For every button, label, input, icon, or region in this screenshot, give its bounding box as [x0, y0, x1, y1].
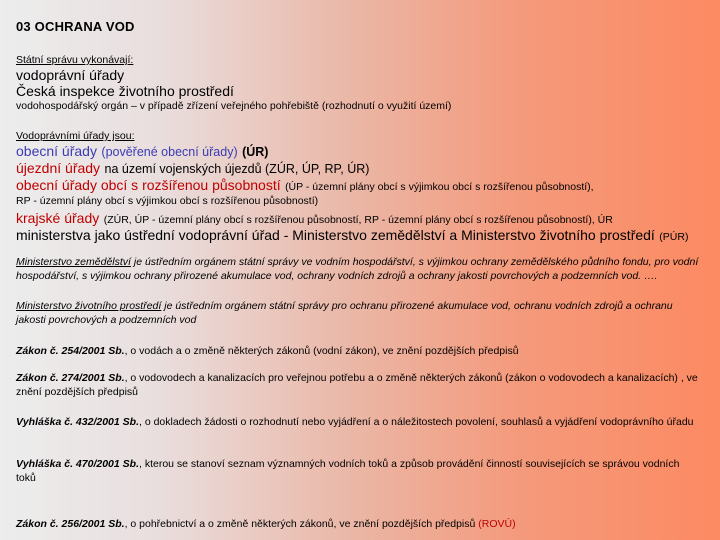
- law-item-5: [16, 517, 701, 531]
- page-title: 03 OCHRANA VOD: [16, 19, 135, 34]
- authority-name: krajské úřady: [16, 210, 100, 226]
- law-reference: Vyhláška č. 470/2001 Sb.: [16, 458, 139, 470]
- law-description: , o vodách a o změně některých zákonů (vodní zákon), ve znění pozdějších předpisů: [124, 345, 519, 357]
- law-reference: Zákon č. 254/2001 Sb.: [16, 345, 125, 357]
- ministry-text: je ústředním orgánem státní správy ve vodním hospodářství, s výjimkou ochrany zemědělského půdního fondu, pro vodní hospodářství, s výjimkou ochrany přirozené akumulace vod, ochrany vodních zdrojů a ochrany jakosti povrchových a podzemních vod. ….: [16, 256, 699, 282]
- law-item-2: [16, 371, 701, 399]
- law-reference: Vyhláška č. 432/2001 Sb.: [16, 416, 139, 428]
- law-reference: Zákon č. 256/2001 Sb.: [16, 518, 125, 530]
- authority-row-2: [16, 160, 369, 178]
- authority-scope: (ZÚR, ÚP - územní plány obcí s rozšířenou působností, RP - územní plány obcí s rozšířenou působností), ÚR: [103, 214, 613, 226]
- law-reference: Zákon č. 274/2001 Sb.: [16, 372, 125, 384]
- authority-name: obecní úřady: [16, 143, 97, 159]
- authority-row-3: [16, 177, 594, 195]
- authority-scope: na území vojenských újezdů (ZÚR, ÚP, RP, ÚR): [104, 162, 370, 176]
- law-description: , kterou se stanoví seznam významných vodních toků a způsob provádění činností souvisejících se správou vodních toků: [16, 458, 680, 484]
- law-item-3: [16, 415, 701, 429]
- ministry-paragraph-1: [16, 255, 701, 283]
- law-description: , o pohřebnictví a o změně některých zákonů, ve znění pozdějších předpisů: [124, 518, 476, 530]
- ministry-text: je ústředním orgánem státní správy pro ochranu přirozené akumulace vod, ochranu vodních zdrojů a ochranu jakosti povrchových a podzemních vod: [16, 300, 673, 326]
- authority-note: (pověřené obecní úřady): [101, 145, 238, 159]
- authority-row-1: [16, 143, 268, 161]
- law-description: , o dokladech žádosti o rozhodnutí nebo vyjádření a o náležitostech povolení, souhlasů a vyjádření vodoprávního úřadu: [138, 416, 694, 428]
- authority-scope: (ÚR): [242, 145, 269, 159]
- authorities-heading: Vodoprávními úřady jsou:: [16, 130, 135, 142]
- ministry-name: Ministerstvo životního prostředí: [16, 300, 162, 312]
- state-admin-heading: Státní správu vykonávají:: [16, 54, 134, 66]
- authority-name: obecní úřady obcí s rozšířenou působností: [16, 177, 281, 193]
- authority-name: újezdní úřady: [16, 160, 101, 176]
- authority-row-4: RP - územní plány obcí s výjimkou obcí s rozšířenou působností): [16, 195, 319, 207]
- authority-row-5: [16, 210, 613, 228]
- authority-name: ministerstva jako ústřední vodoprávní úřad - Ministerstvo zemědělství a Ministerstvo životního prostředí: [16, 227, 655, 243]
- state-admin-item-3: vodohospodářský orgán – v případě zřízení veřejného pohřebiště (rozhodnutí o využití území): [16, 100, 452, 112]
- authority-scope: (ÚP - územní plány obcí s výjimkou obcí s rozšířenou působností),: [285, 181, 594, 193]
- law-description: , o vodovodech a kanalizacích pro veřejnou potřebu a o změně některých zákonů (zákon o vodovodech a kanalizacích) , ve znění pozdějších předpisů: [16, 372, 698, 398]
- authority-scope: (PÚR): [659, 231, 689, 243]
- law-item-4: [16, 457, 701, 485]
- state-admin-item-1: vodoprávní úřady: [16, 67, 125, 83]
- state-admin-item-2: Česká inspekce životního prostředí: [16, 83, 234, 99]
- law-tag: (ROVÚ): [478, 518, 516, 530]
- law-item-1: [16, 344, 701, 358]
- ministry-name: Ministerstvo zemědělství: [16, 256, 131, 268]
- authority-row-6: [16, 227, 688, 245]
- ministry-paragraph-2: [16, 299, 701, 327]
